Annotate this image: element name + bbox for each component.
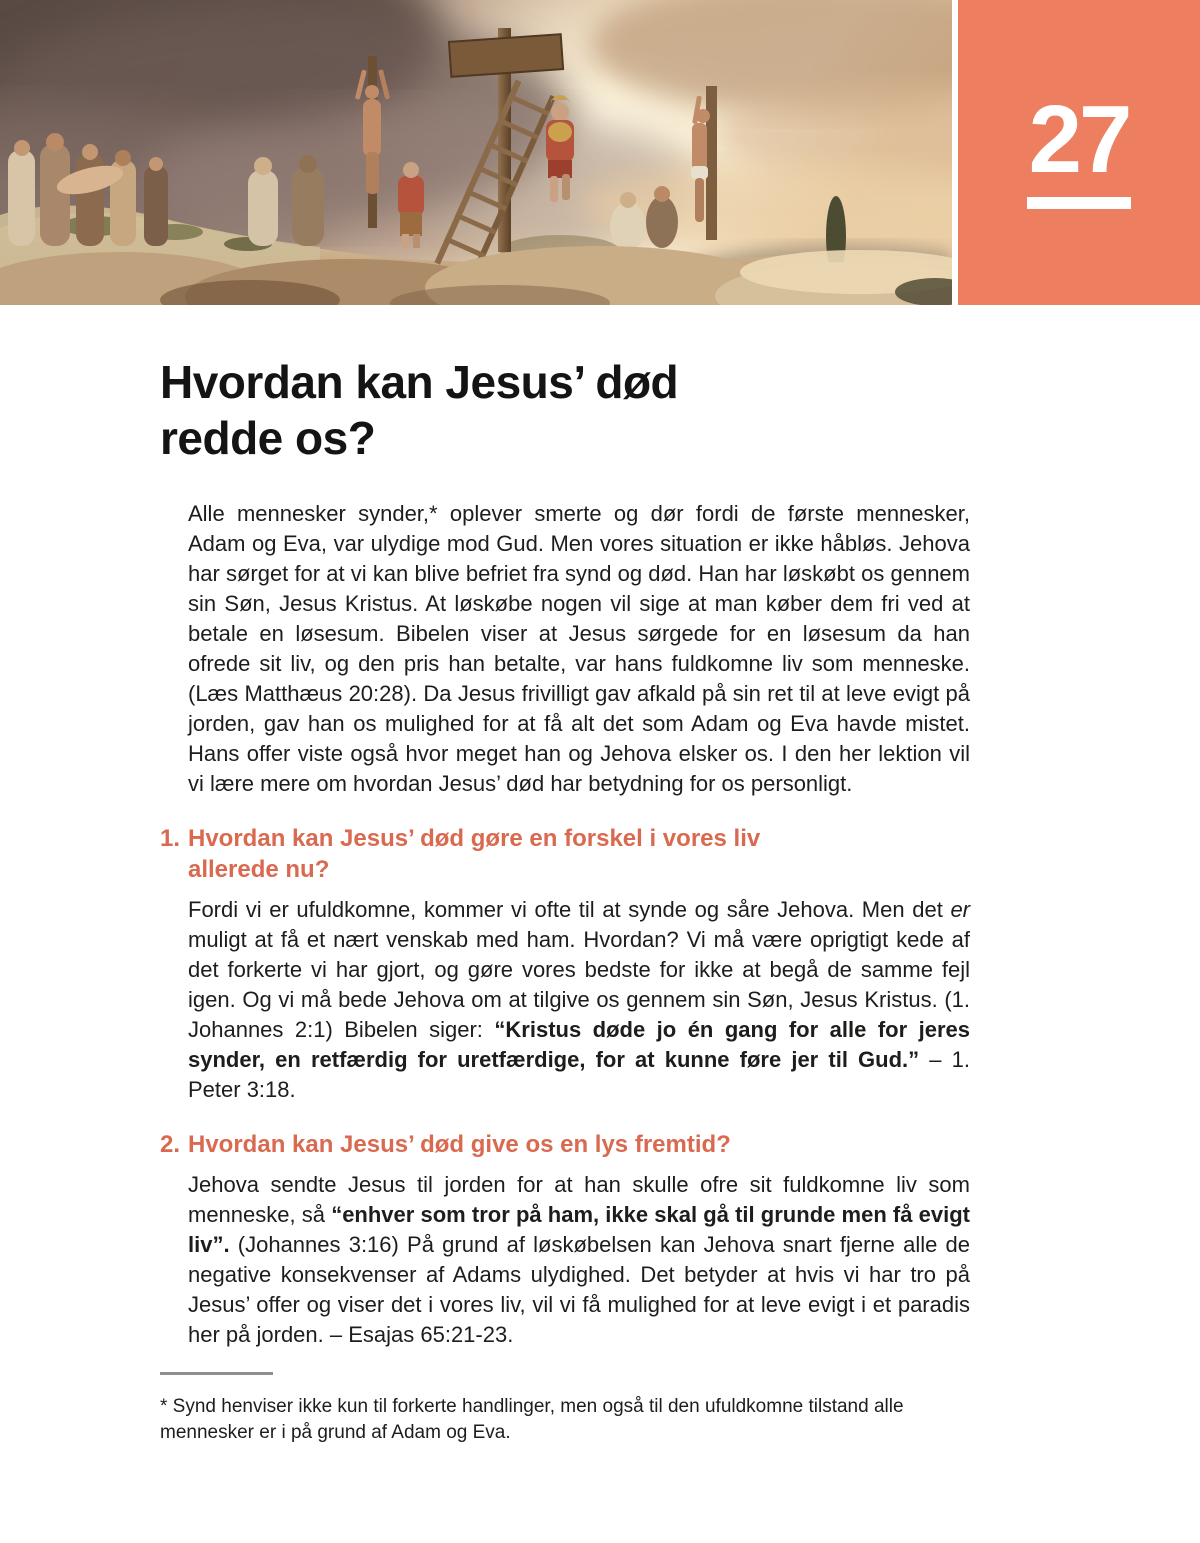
hero-image-crucifixion-scene bbox=[0, 0, 952, 305]
crucifixion-illustration bbox=[0, 0, 952, 305]
lesson-number-badge bbox=[958, 0, 1200, 305]
intro-paragraph: Alle mennesker synder,* oplever smerte og dør fordi de første mennesker, Adam og Eva, var ulydige mod Gud. Men vores situation er ikke håbløs. Jehova har sørget for at vi kan blive befriet fra synd og død. Han har løskøbt os gennem sin Søn, Jesus Kristus. At løskøbe nogen vil sige at man køber dem fri ved at betale en løsesum. Bibelen viser at Jesus sørgede for en løsesum da han ofrede sit liv, og den pris han betalte, var hans fuldkomne liv som menneske. (Læs Matthæus 20:28). Da Jesus frivilligt gav afkald på sin ret til at leve evigt på jorden, gav han os mulighed for at få alt det som Adam og Eva havde mistet. Hans offer viste også hvor meget han og Jehova elsker os. I den her lektion vil vi lære mere om hvordan Jesus’ død har betydning for os personligt. bbox=[188, 501, 970, 796]
question-1-text: Hvordan kan Jesus’ død gøre en forskel i vores liv allerede nu? bbox=[188, 825, 761, 883]
footnote-separator bbox=[160, 1372, 273, 1375]
question-2-text: Hvordan kan Jesus’ død give os en lys fremtid? bbox=[188, 1131, 731, 1158]
question-2-number: 2. bbox=[160, 1131, 181, 1158]
question-1-paragraph: Fordi vi er ufuldkomne, kommer vi ofte til at synde og såre Jehova. Men det er muligt at få et nært venskab med ham. Hvordan? Vi må være oprigtigt kede af det forkerte vi har gjort, og gøre vores bedste for ikke at begå de samme fejl igen. Og vi må bede Jehova om at tilgive os gennem sin Søn, Jesus Kristus. (1. Johannes 2:1) Bibelen siger: “Kristus døde jo én gang for alle for jeres synder, en retfærdig for uretfærdige, for at kunne føre jer til Gud.” – 1. Peter 3:18. bbox=[188, 897, 970, 1102]
question-1-number: 1. bbox=[160, 825, 181, 852]
question-2-paragraph: Jehova sendte Jesus til jorden for at han skulle ofre sit fuldkomne liv som menneske, så “enhver som tror på ham, ikke skal gå til grunde men få evigt liv”. (Johannes 3:16) På grund af løskøbelsen kan Jehova snart fjerne alle de negative konsekvenser af Adams ulydighed. Det betyder at hvis vi har tro på Jesus’ offer og viser det i vores liv, vil vi få mulighed for at leve evigt i et paradis her på jorden. – Esajas 65:21-23. bbox=[188, 1172, 970, 1347]
hero-banner bbox=[0, 0, 1200, 305]
question-1-heading bbox=[160, 823, 970, 885]
lesson-content bbox=[0, 354, 1200, 1446]
lesson-number: 27 bbox=[1028, 86, 1130, 193]
lesson-number-underline bbox=[1027, 197, 1131, 209]
question-2-heading bbox=[160, 1129, 970, 1160]
page-title bbox=[160, 354, 970, 466]
footnote-text: * Synd henviser ikke kun til forkerte handlinger, men også til den ufuldkomne tilstand alle mennesker er i på grund af Adam og Eva. bbox=[160, 1396, 904, 1443]
page-title-line-2: redde os? bbox=[160, 412, 376, 464]
page-title-line-1: Hvordan kan Jesus’ død bbox=[160, 356, 679, 408]
